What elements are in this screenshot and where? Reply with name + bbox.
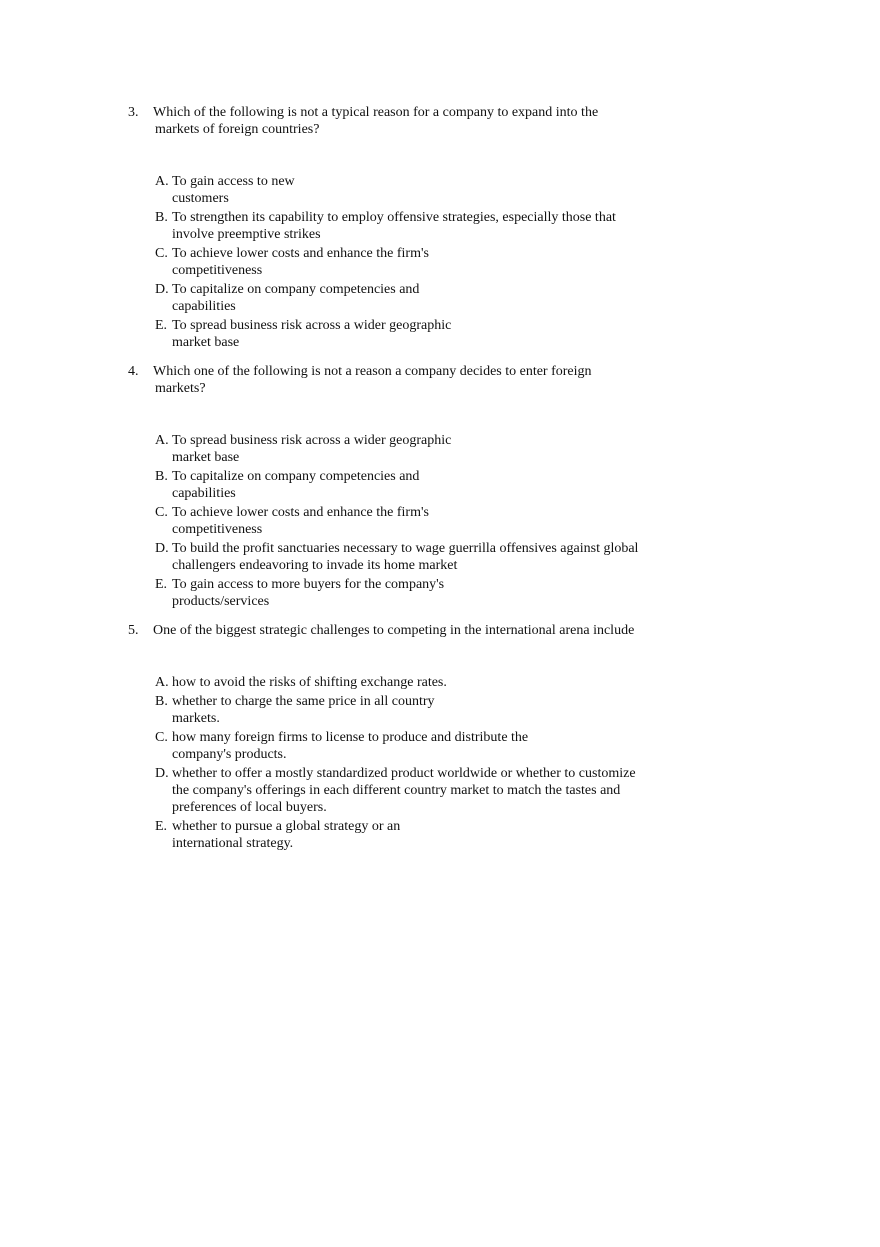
option-letter: E. bbox=[155, 318, 168, 333]
option-b bbox=[155, 468, 688, 502]
option-letter: C. bbox=[155, 730, 168, 745]
answer-options bbox=[128, 173, 688, 351]
option-text: how to avoid the risks of shifting exchange rates. bbox=[172, 675, 447, 690]
answer-options bbox=[128, 432, 688, 610]
question-text: Which of the following is not a typical reason for a company to expand into the markets of foreign countries? bbox=[153, 105, 599, 137]
answer-options bbox=[128, 674, 688, 852]
option-a bbox=[155, 173, 688, 207]
option-e bbox=[155, 818, 688, 852]
option-letter: E. bbox=[155, 577, 168, 592]
option-d bbox=[155, 540, 688, 574]
question-number: 5. bbox=[128, 623, 139, 638]
question-4 bbox=[128, 363, 688, 612]
option-text: To achieve lower costs and enhance the firm's competitiveness bbox=[172, 505, 429, 537]
option-letter: C. bbox=[155, 505, 168, 520]
question-stem bbox=[128, 363, 688, 397]
option-text: To strengthen its capability to employ offensive strategies, especially those that involve preemptive strikes bbox=[172, 210, 616, 242]
option-letter: E. bbox=[155, 819, 168, 834]
option-text: To spread business risk across a wider geographic market base bbox=[172, 318, 452, 350]
option-text: To gain access to more buyers for the company's products/services bbox=[172, 577, 445, 609]
option-d bbox=[155, 765, 688, 816]
option-e bbox=[155, 317, 688, 351]
question-text: One of the biggest strategic challenges to competing in the international arena include bbox=[153, 623, 635, 638]
question-number: 4. bbox=[128, 364, 139, 379]
option-letter: D. bbox=[155, 282, 169, 297]
option-text: To build the profit sanctuaries necessary to wage guerrilla offensives against global challengers endeavoring to invade its home market bbox=[172, 541, 639, 573]
option-text: To capitalize on company competencies and capabilities bbox=[172, 469, 420, 501]
option-letter: B. bbox=[155, 694, 168, 709]
option-text: whether to pursue a global strategy or an international strategy. bbox=[172, 819, 401, 851]
option-text: To gain access to new customers bbox=[172, 174, 295, 206]
option-text: To spread business risk across a wider geographic market base bbox=[172, 433, 452, 465]
option-letter: D. bbox=[155, 541, 169, 556]
option-c bbox=[155, 504, 688, 538]
option-c bbox=[155, 729, 688, 763]
option-letter: B. bbox=[155, 469, 168, 484]
option-letter: A. bbox=[155, 675, 169, 690]
question-number: 3. bbox=[128, 105, 139, 120]
option-a bbox=[155, 674, 688, 691]
option-text: whether to charge the same price in all country markets. bbox=[172, 694, 435, 726]
option-text: whether to offer a mostly standardized product worldwide or whether to customize the company's offerings in each different country market to match the tastes and preferences of local buyers. bbox=[172, 766, 636, 815]
option-letter: A. bbox=[155, 174, 169, 189]
option-b bbox=[155, 209, 688, 243]
option-e bbox=[155, 576, 688, 610]
option-d bbox=[155, 281, 688, 315]
option-text: To achieve lower costs and enhance the firm's competitiveness bbox=[172, 246, 429, 278]
option-letter: D. bbox=[155, 766, 169, 781]
option-letter: A. bbox=[155, 433, 169, 448]
option-a bbox=[155, 432, 688, 466]
option-c bbox=[155, 245, 688, 279]
option-b bbox=[155, 693, 688, 727]
option-letter: B. bbox=[155, 210, 168, 225]
question-text: Which one of the following is not a reason a company decides to enter foreign markets? bbox=[153, 364, 592, 396]
option-text: To capitalize on company competencies and capabilities bbox=[172, 282, 420, 314]
question-stem bbox=[128, 622, 688, 639]
question-5 bbox=[128, 622, 688, 854]
option-letter: C. bbox=[155, 246, 168, 261]
question-stem bbox=[128, 104, 688, 138]
option-text: how many foreign firms to license to produce and distribute the company's products. bbox=[172, 730, 529, 762]
question-3 bbox=[128, 104, 688, 353]
